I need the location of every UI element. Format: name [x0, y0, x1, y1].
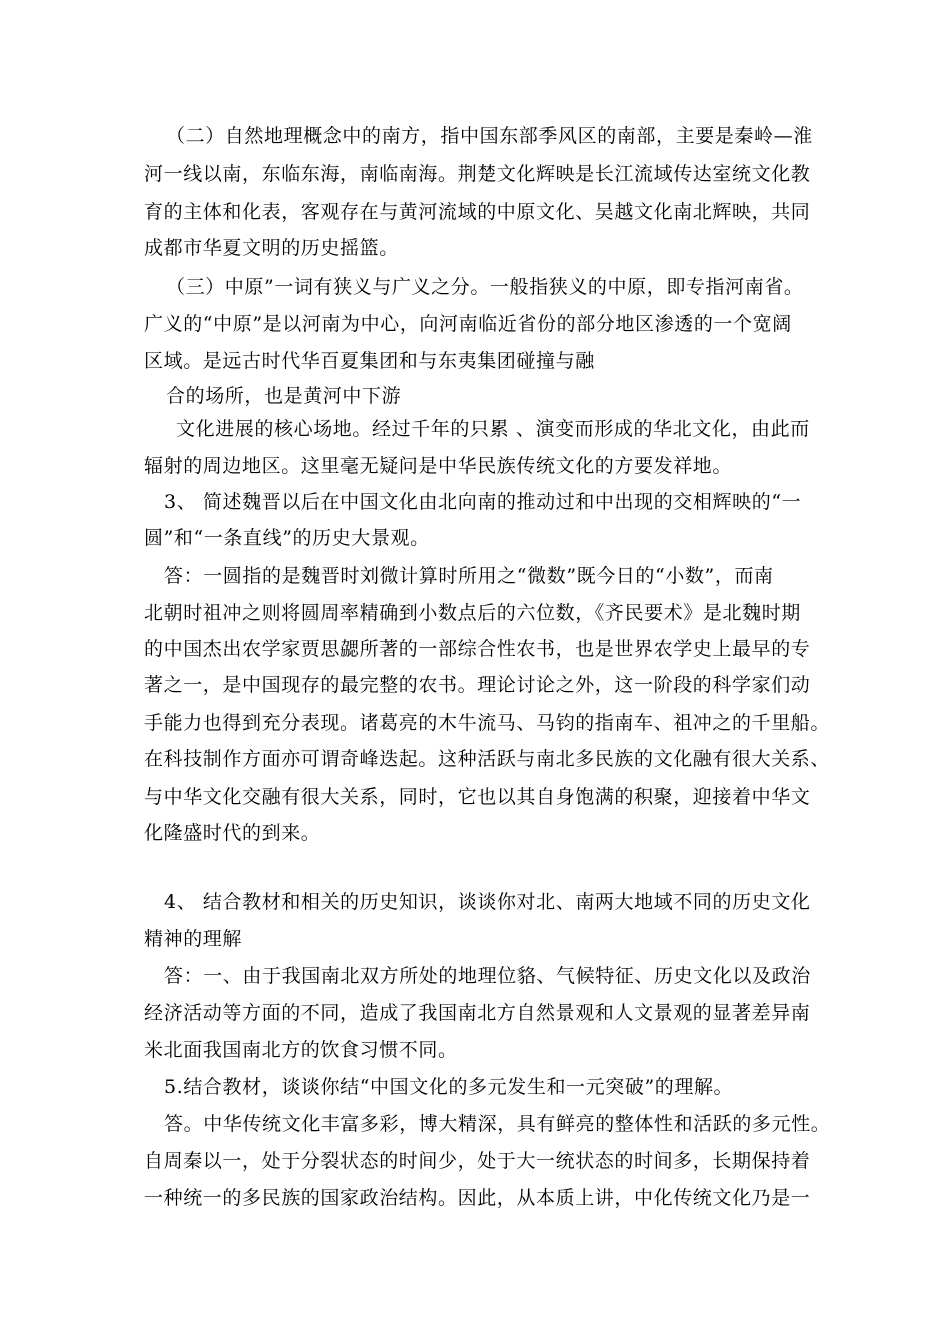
answer-5-line: 答。中华传统文化丰富多彩，博大精深，具有鲜亮的整体性和活跃的多元性。 [164, 1113, 831, 1135]
question-3-heading: 3、 简述魏晋以后在中国文化由北向南的推动过和中出现的交相辉映的“一 [164, 491, 802, 513]
text-line: 河一线以南，东临东海，南临南海。荆楚文化辉映是长江流域传达室统文化教 [144, 163, 811, 185]
text-line: 育的主体和化表，客观存在与黄河流域的中原文化、吴越文化南北辉映，共同 [144, 201, 811, 223]
text-line: 合的场所，也是黄河中下游 [166, 385, 402, 407]
text-line: 著之一，是中国现存的最完整的农书。理论讨论之外，这一阶段的科学家们动 [144, 674, 811, 696]
text-line: 的中国杰出农学家贾思勰所著的一部综合性农书，也是世界农学史上最早的专 [144, 638, 811, 660]
text-line: 成都市华夏文明的历史摇篮。 [144, 237, 399, 259]
question-5-heading: 5.结合教材，谈谈你结“中国文化的多元发生和一元突破”的理解。 [164, 1076, 734, 1098]
text-line: 化隆盛时代的到来。 [144, 822, 321, 844]
text-line: 北朝时祖冲之则将圆周率精确到小数点后的六位数，《齐民要术》是北魏时期 [144, 602, 801, 624]
text-line: 在科技制作方面亦可谓奇峰迭起。这种活跃与南北多民族的文化融有很大关系、 [144, 748, 831, 770]
text-line: 广义的“中原”是以河南为中心，向河南临近省份的部分地区渗透的一个宽阔 [144, 313, 792, 335]
text-line: 手能力也得到充分表现。诸葛亮的木牛流马、马钧的指南车、祖冲之的千里船。 [144, 712, 831, 734]
text-line: 米北面我国南北方的饮食习惯不同。 [144, 1039, 458, 1061]
text-line: 一种统一的多民族的国家政治结构。因此，从本质上讲，中化传统文化乃是一 [144, 1187, 811, 1209]
question-4-heading: 4、 结合教材和相关的历史知识，谈谈你对北、南两大地域不同的历史文化 [164, 891, 811, 913]
text-line: 经济活动等方面的不同，造成了我国南北方自然景观和人文景观的显著差异南 [144, 1002, 811, 1024]
text-line: 精神的理解 [144, 928, 243, 950]
answer-4-line: 答：一、由于我国南北双方所处的地理位貉、气候特征、历史文化以及政治 [164, 965, 811, 987]
text-line: 自周秦以一，处于分裂状态的时间少，处于大一统状态的时间多，长期保持着 [144, 1150, 811, 1172]
answer-3-line: 答：一圆指的是魏晋时刘微计算时所用之“微数”既今日的“小数”，而南 [164, 565, 774, 587]
text-line: （二）自然地理概念中的南方，指中国东部季风区的南部，主要是秦岭—淮 [166, 125, 813, 147]
text-line: 辐射的周边地区。这里毫无疑问是中华民族传统文化的方要发祥地。 [144, 455, 733, 477]
text-line: 圆”和“一条直线”的历史大景观。 [144, 527, 430, 549]
text-line: （三）中原”一词有狭义与广义之分。一般指狭义的中原，即专指河南省。 [166, 276, 804, 298]
text-line: 与中华文化交融有很大关系，同时，它也以其自身饱满的积聚，迎接着中华文 [144, 786, 811, 808]
text-line: 区域。是远古时代华百夏集团和与东夷集团碰撞与融 [144, 350, 595, 372]
text-line: 文化进展的核心场地。经过千年的只累 、演变而形成的华北文化，由此而 [176, 418, 810, 440]
